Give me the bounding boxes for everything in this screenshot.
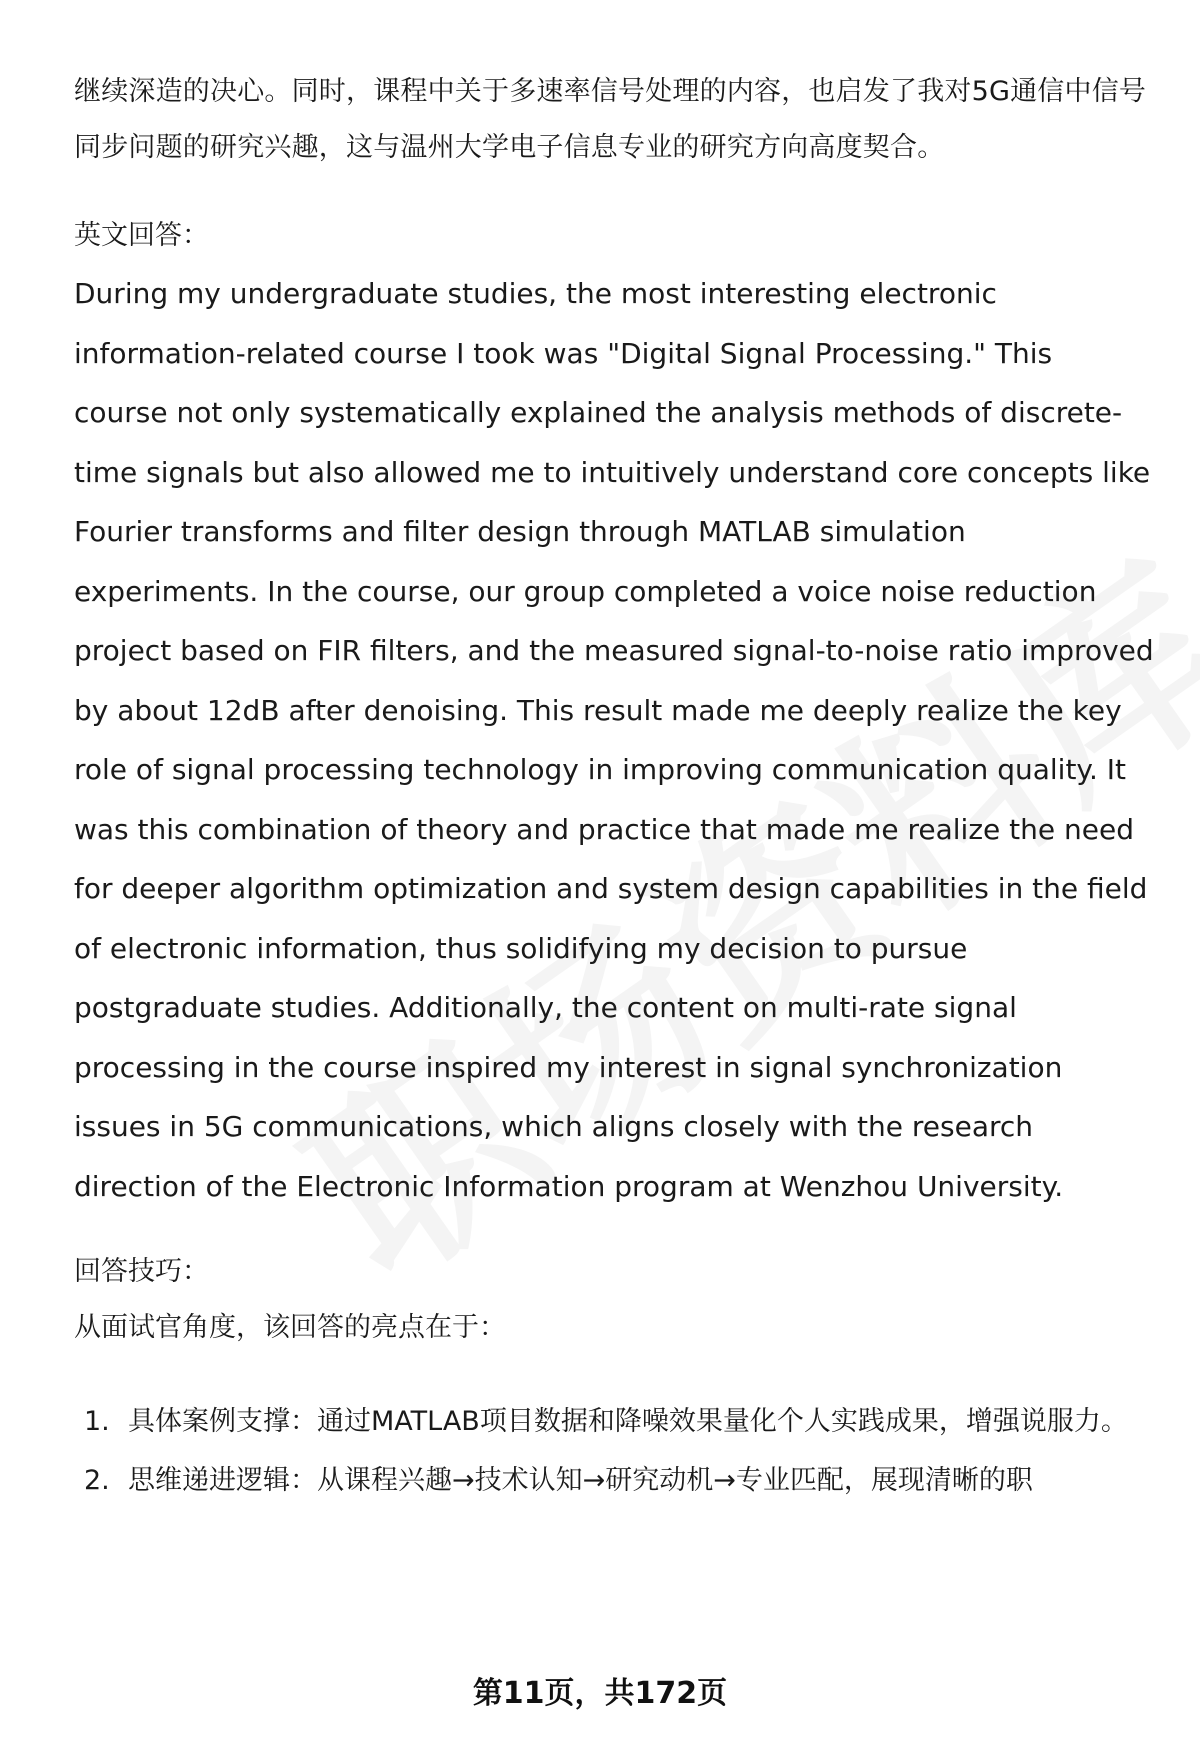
list-item [74, 1392, 1154, 1451]
list-item-number: 2. [84, 1465, 110, 1496]
document-page [74, 64, 1154, 1510]
english-answer-label: 英文回答： [74, 220, 209, 251]
tips-label: 回答技巧： [74, 1256, 209, 1287]
english-answer-text: During my undergraduate studies, the most interesting electronic information-related course I took was "Digital Signal Processing." This course not only systematically explained the analysis methods of discrete-time signals but also allowed me to intuitively understand core concepts like Fourier transforms and filter design through MATLAB simulation experiments. In the course, our group completed a voice noise reduction project based on FIR filters, and the measured signal-to-noise ratio improved by about 12dB after denoising. This result made me deeply realize the key role of signal processing technology in improving communication quality. It was this combination of theory and practice that made me realize the need for deeper algorithm optimization and system design capabilities in the field of electronic information, thus solidifying my decision to pursue postgraduate studies. Additionally, the content on multi-rate signal processing in the course inspired my interest in signal synchronization issues in 5G communications, which aligns closely with the research direction of the Electronic Information program at Wenzhou University. [74, 277, 1154, 1203]
list-item-text: 思维递进逻辑：从课程兴趣→技术认知→研究动机→专业匹配，展现清晰的职 [128, 1465, 1033, 1496]
tips-intro: 从面试官角度，该回答的亮点在于： [74, 1312, 506, 1343]
page-number-footer: 第11页，共172页 [472, 1676, 728, 1711]
continued-paragraph: 继续深造的决心。同时，课程中关于多速率信号处理的内容，也启发了我对5G通信中信号同步问题的研究兴趣，这与温州大学电子信息专业的研究方向高度契合。 [74, 76, 1147, 163]
list-item-text: 具体案例支撑：通过MATLAB项目数据和降噪效果量化个人实践成果，增强说服力。 [128, 1406, 1128, 1437]
tips-list [74, 1392, 1154, 1510]
list-item [74, 1451, 1154, 1510]
list-item-number: 1. [84, 1406, 110, 1437]
